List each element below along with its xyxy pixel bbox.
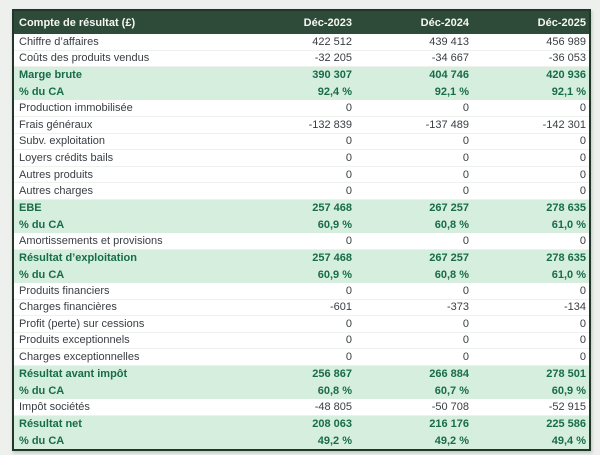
table-row [14, 366, 589, 383]
row-label: Autres produits [19, 168, 93, 181]
row-label: % du CA [19, 384, 65, 397]
row-label: Chiffre d’affaires [19, 35, 99, 48]
row-label: Loyers crédits bails [19, 151, 114, 164]
cell-value: 0 [579, 135, 586, 148]
cell-value: 0 [579, 185, 586, 198]
cell-value: 0 [579, 102, 586, 115]
cell-value: 92,1 % [551, 86, 586, 99]
cell-value: 257 468 [312, 252, 352, 265]
cell-value: 278 635 [546, 202, 586, 215]
cell-value: 0 [345, 334, 352, 347]
cell-value: 92,4 % [317, 86, 352, 99]
cell-value: 0 [579, 151, 586, 164]
cell-value: 0 [345, 234, 352, 247]
row-label: Frais généraux [19, 118, 93, 131]
cell-value: -48 805 [314, 400, 352, 413]
table-body [14, 34, 589, 449]
cell-value: 420 936 [546, 69, 586, 82]
table-row [14, 399, 589, 416]
cell-value: 0 [462, 102, 469, 115]
cell-value: 0 [345, 351, 352, 364]
cell-value: 60,9 % [317, 268, 352, 281]
row-label: % du CA [19, 218, 65, 231]
cell-value: -373 [446, 301, 469, 314]
table-row [14, 316, 589, 333]
cell-value: 0 [579, 168, 586, 181]
table-row [14, 200, 589, 217]
row-label: Subv. exploitation [19, 135, 106, 148]
cell-value: 60,7 % [434, 384, 469, 397]
cell-value: 0 [345, 185, 352, 198]
cell-value: 0 [462, 185, 469, 198]
table-row [14, 416, 589, 433]
cell-value: 278 501 [546, 368, 586, 381]
table-row [14, 183, 589, 200]
cell-value: 266 884 [429, 368, 469, 381]
row-label: Produits exceptionnels [19, 334, 130, 347]
cell-value: 0 [345, 151, 352, 164]
table-row [14, 100, 589, 117]
table-row [14, 300, 589, 317]
table-row [14, 117, 589, 134]
cell-value: 0 [579, 284, 586, 297]
table-row [14, 250, 589, 267]
table-row [14, 333, 589, 350]
cell-value: -137 489 [425, 118, 469, 131]
table-row [14, 283, 589, 300]
row-label: Charges financières [19, 301, 117, 314]
cell-value: 60,8 % [434, 268, 469, 281]
row-label: EBE [19, 202, 42, 215]
cell-value: 60,8 % [317, 384, 352, 397]
row-label: Résultat d’exploitation [19, 252, 137, 265]
cell-value: 267 257 [429, 252, 469, 265]
cell-value: -52 915 [548, 400, 586, 413]
cell-value: -132 839 [308, 118, 352, 131]
cell-value: 0 [462, 334, 469, 347]
cell-value: 439 413 [429, 35, 469, 48]
row-label: Coûts des produits vendus [19, 52, 150, 65]
cell-value: 422 512 [312, 35, 352, 48]
row-label: Autres charges [19, 185, 93, 198]
cell-value: 49,4 % [551, 434, 586, 447]
table-row [14, 84, 589, 101]
income-statement-table [12, 9, 591, 451]
table-row [14, 67, 589, 84]
row-label: Marge brute [19, 69, 82, 82]
table-title: Compte de résultat (£) [19, 16, 136, 29]
table-row [14, 382, 589, 399]
cell-value: 278 635 [546, 252, 586, 265]
cell-value: -34 667 [431, 52, 469, 65]
cell-value: 256 867 [312, 368, 352, 381]
row-label: Impôt sociétés [19, 400, 90, 413]
table-header-row [14, 11, 589, 34]
row-label: Amortissements et provisions [19, 234, 163, 247]
table-row [14, 217, 589, 234]
row-label: Production immobilisée [19, 102, 133, 115]
cell-value: 225 586 [546, 417, 586, 430]
table-row [14, 167, 589, 184]
row-label: Profit (perte) sur cessions [19, 317, 145, 330]
column-header-dec-2023: Déc-2023 [303, 16, 352, 29]
cell-value: 0 [345, 168, 352, 181]
cell-value: 0 [579, 334, 586, 347]
column-header-dec-2024: Déc-2024 [420, 16, 469, 29]
row-label: Produits financiers [19, 284, 110, 297]
cell-value: 0 [462, 317, 469, 330]
cell-value: 0 [462, 234, 469, 247]
row-label: % du CA [19, 86, 65, 99]
table-row [14, 266, 589, 283]
cell-value: -142 301 [542, 118, 586, 131]
cell-value: 60,9 % [317, 218, 352, 231]
cell-value: -134 [563, 301, 586, 314]
row-label: Charges exceptionnelles [19, 351, 140, 364]
cell-value: 0 [462, 135, 469, 148]
cell-value: -36 053 [548, 52, 586, 65]
cell-value: 208 063 [312, 417, 352, 430]
cell-value: 0 [579, 317, 586, 330]
cell-value: -601 [329, 301, 352, 314]
cell-value: 60,8 % [434, 218, 469, 231]
cell-value: 0 [579, 234, 586, 247]
cell-value: 61,0 % [551, 268, 586, 281]
table-row [14, 349, 589, 366]
cell-value: 61,0 % [551, 218, 586, 231]
cell-value: 390 307 [312, 69, 352, 82]
cell-value: 0 [579, 351, 586, 364]
table-row [14, 150, 589, 167]
cell-value: 60,9 % [551, 384, 586, 397]
table-row [14, 51, 589, 68]
table-row [14, 34, 589, 51]
column-header-dec-2025: Déc-2025 [537, 16, 586, 29]
cell-value: 0 [462, 284, 469, 297]
cell-value: 456 989 [546, 35, 586, 48]
table-row [14, 134, 589, 151]
cell-value: 216 176 [429, 417, 469, 430]
cell-value: 49,2 % [317, 434, 352, 447]
cell-value: 0 [462, 151, 469, 164]
cell-value: 49,2 % [434, 434, 469, 447]
cell-value: 0 [462, 168, 469, 181]
cell-value: 0 [345, 317, 352, 330]
cell-value: -32 205 [314, 52, 352, 65]
row-label: Résultat net [19, 417, 82, 430]
cell-value: 0 [345, 135, 352, 148]
cell-value: 404 746 [429, 69, 469, 82]
cell-value: 257 468 [312, 202, 352, 215]
cell-value: 92,1 % [434, 86, 469, 99]
table-row [14, 233, 589, 250]
cell-value: 0 [462, 351, 469, 364]
cell-value: 267 257 [429, 202, 469, 215]
cell-value: 0 [345, 284, 352, 297]
table-row [14, 432, 589, 449]
cell-value: -50 708 [431, 400, 469, 413]
row-label: % du CA [19, 434, 65, 447]
cell-value: 0 [345, 102, 352, 115]
row-label: Résultat avant impôt [19, 368, 128, 381]
row-label: % du CA [19, 268, 65, 281]
